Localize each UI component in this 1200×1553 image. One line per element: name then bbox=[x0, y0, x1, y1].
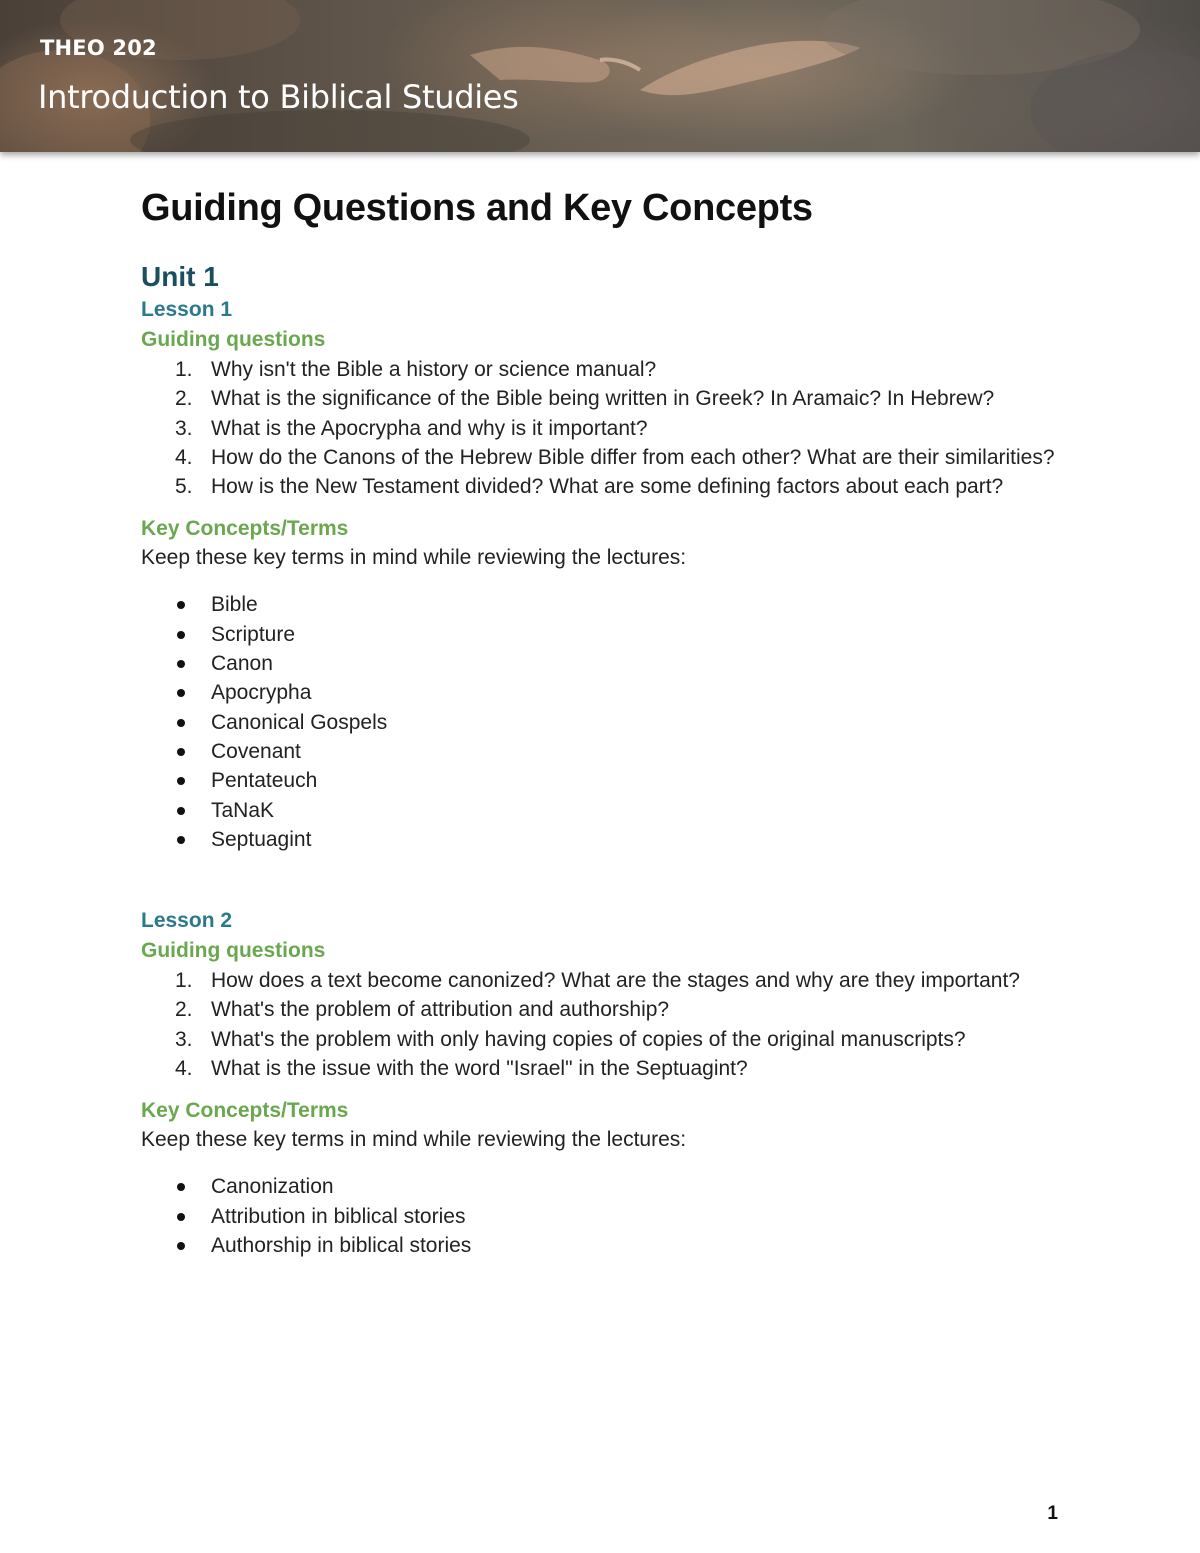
course-banner bbox=[0, 0, 1200, 152]
list-item bbox=[141, 678, 1081, 707]
list-item bbox=[141, 995, 1081, 1024]
document-body bbox=[141, 183, 1081, 1260]
lesson-1-section bbox=[141, 295, 1081, 854]
list-item bbox=[141, 590, 1081, 619]
list-item bbox=[141, 414, 1081, 443]
bullet-icon bbox=[177, 719, 185, 727]
lesson-2-section bbox=[141, 906, 1081, 1260]
question-text: What is the significance of the Bible being written in Greek? In Aramaic? In Hebrew? bbox=[211, 387, 995, 411]
key-concepts-intro: Keep these key terms in mind while reviewing the lectures: bbox=[141, 1128, 687, 1152]
bullet-icon bbox=[177, 660, 185, 668]
key-concepts-intro: Keep these key terms in mind while reviewing the lectures: bbox=[141, 546, 687, 570]
bullet-icon bbox=[177, 601, 185, 609]
question-text: What is the Apocrypha and why is it important? bbox=[211, 416, 648, 440]
question-text: How is the New Testament divided? What are some defining factors about each part? bbox=[211, 475, 1004, 499]
term-text: TaNaK bbox=[211, 798, 275, 822]
term-text: Pentateuch bbox=[211, 769, 318, 793]
key-terms-list bbox=[141, 1172, 1081, 1260]
bullet-icon bbox=[177, 748, 185, 756]
key-terms-list bbox=[141, 590, 1081, 854]
term-text: Canonical Gospels bbox=[211, 710, 388, 734]
list-number: 3. bbox=[175, 416, 193, 440]
lesson-heading: Lesson 2 bbox=[141, 909, 233, 933]
bullet-icon bbox=[177, 1183, 185, 1191]
term-text: Bible bbox=[211, 593, 258, 617]
question-text: Why isn't the Bible a history or science manual? bbox=[211, 358, 657, 381]
list-item bbox=[141, 766, 1081, 795]
bullet-icon bbox=[177, 836, 185, 844]
bullet-icon bbox=[177, 1242, 185, 1250]
list-item bbox=[141, 796, 1081, 825]
list-number: 5. bbox=[175, 475, 193, 499]
list-item bbox=[141, 1025, 1081, 1054]
list-item bbox=[141, 1202, 1081, 1231]
list-number: 1. bbox=[175, 969, 193, 993]
lesson-heading: Lesson 1 bbox=[141, 298, 233, 321]
list-item bbox=[141, 355, 1081, 384]
question-text: What's the problem with only having copies of copies of the original manuscripts? bbox=[211, 1027, 966, 1051]
list-number: 3. bbox=[175, 1027, 193, 1051]
list-number: 2. bbox=[175, 998, 193, 1022]
term-text: Scripture bbox=[211, 622, 296, 646]
list-item bbox=[141, 620, 1081, 649]
term-text: Canon bbox=[211, 652, 273, 676]
list-item bbox=[141, 1172, 1081, 1201]
page-number: 1 bbox=[1047, 1503, 1058, 1524]
list-number: 2. bbox=[175, 387, 193, 411]
unit-heading: Unit 1 bbox=[141, 261, 219, 292]
list-number: 4. bbox=[175, 1057, 193, 1081]
course-code: THEO 202 bbox=[40, 36, 157, 60]
key-concepts-heading: Key Concepts/Terms bbox=[141, 517, 349, 541]
bullet-icon bbox=[177, 777, 185, 785]
list-item bbox=[141, 472, 1081, 501]
course-title: Introduction to Biblical Studies bbox=[38, 78, 519, 116]
list-item bbox=[141, 649, 1081, 678]
bullet-icon bbox=[177, 689, 185, 697]
term-text: Septuagint bbox=[211, 827, 312, 851]
list-number: 4. bbox=[175, 445, 193, 469]
question-text: How does a text become canonized? What are the stages and why are they important? bbox=[211, 969, 1020, 993]
list-item bbox=[141, 443, 1081, 472]
term-text: Canonization bbox=[211, 1175, 334, 1199]
guiding-questions-heading: Guiding questions bbox=[141, 328, 326, 351]
bullet-icon bbox=[177, 631, 185, 639]
list-item bbox=[141, 384, 1081, 413]
question-text: What's the problem of attribution and authorship? bbox=[211, 998, 670, 1022]
list-item bbox=[141, 825, 1081, 854]
bullet-icon bbox=[177, 807, 185, 815]
guiding-questions-list bbox=[141, 355, 1081, 501]
bullet-icon bbox=[177, 1213, 185, 1221]
list-item bbox=[141, 708, 1081, 737]
list-item bbox=[141, 1054, 1081, 1083]
term-text: Covenant bbox=[211, 739, 301, 763]
term-text: Attribution in biblical stories bbox=[211, 1204, 466, 1228]
key-concepts-heading: Key Concepts/Terms bbox=[141, 1099, 349, 1123]
guiding-questions-list bbox=[141, 966, 1081, 1083]
question-text: What is the issue with the word "Israel" in the Septuagint? bbox=[211, 1057, 748, 1081]
term-text: Authorship in biblical stories bbox=[211, 1233, 472, 1257]
list-item bbox=[141, 1231, 1081, 1260]
page-title: Guiding Questions and Key Concepts bbox=[141, 187, 813, 229]
question-text: How do the Canons of the Hebrew Bible differ from each other? What are their similarities? bbox=[211, 445, 1055, 469]
banner-artwork bbox=[0, 0, 1200, 152]
guiding-questions-heading: Guiding questions bbox=[141, 939, 326, 963]
list-item bbox=[141, 966, 1081, 995]
term-text: Apocrypha bbox=[211, 681, 312, 705]
list-number: 1. bbox=[175, 358, 193, 381]
list-item bbox=[141, 737, 1081, 766]
